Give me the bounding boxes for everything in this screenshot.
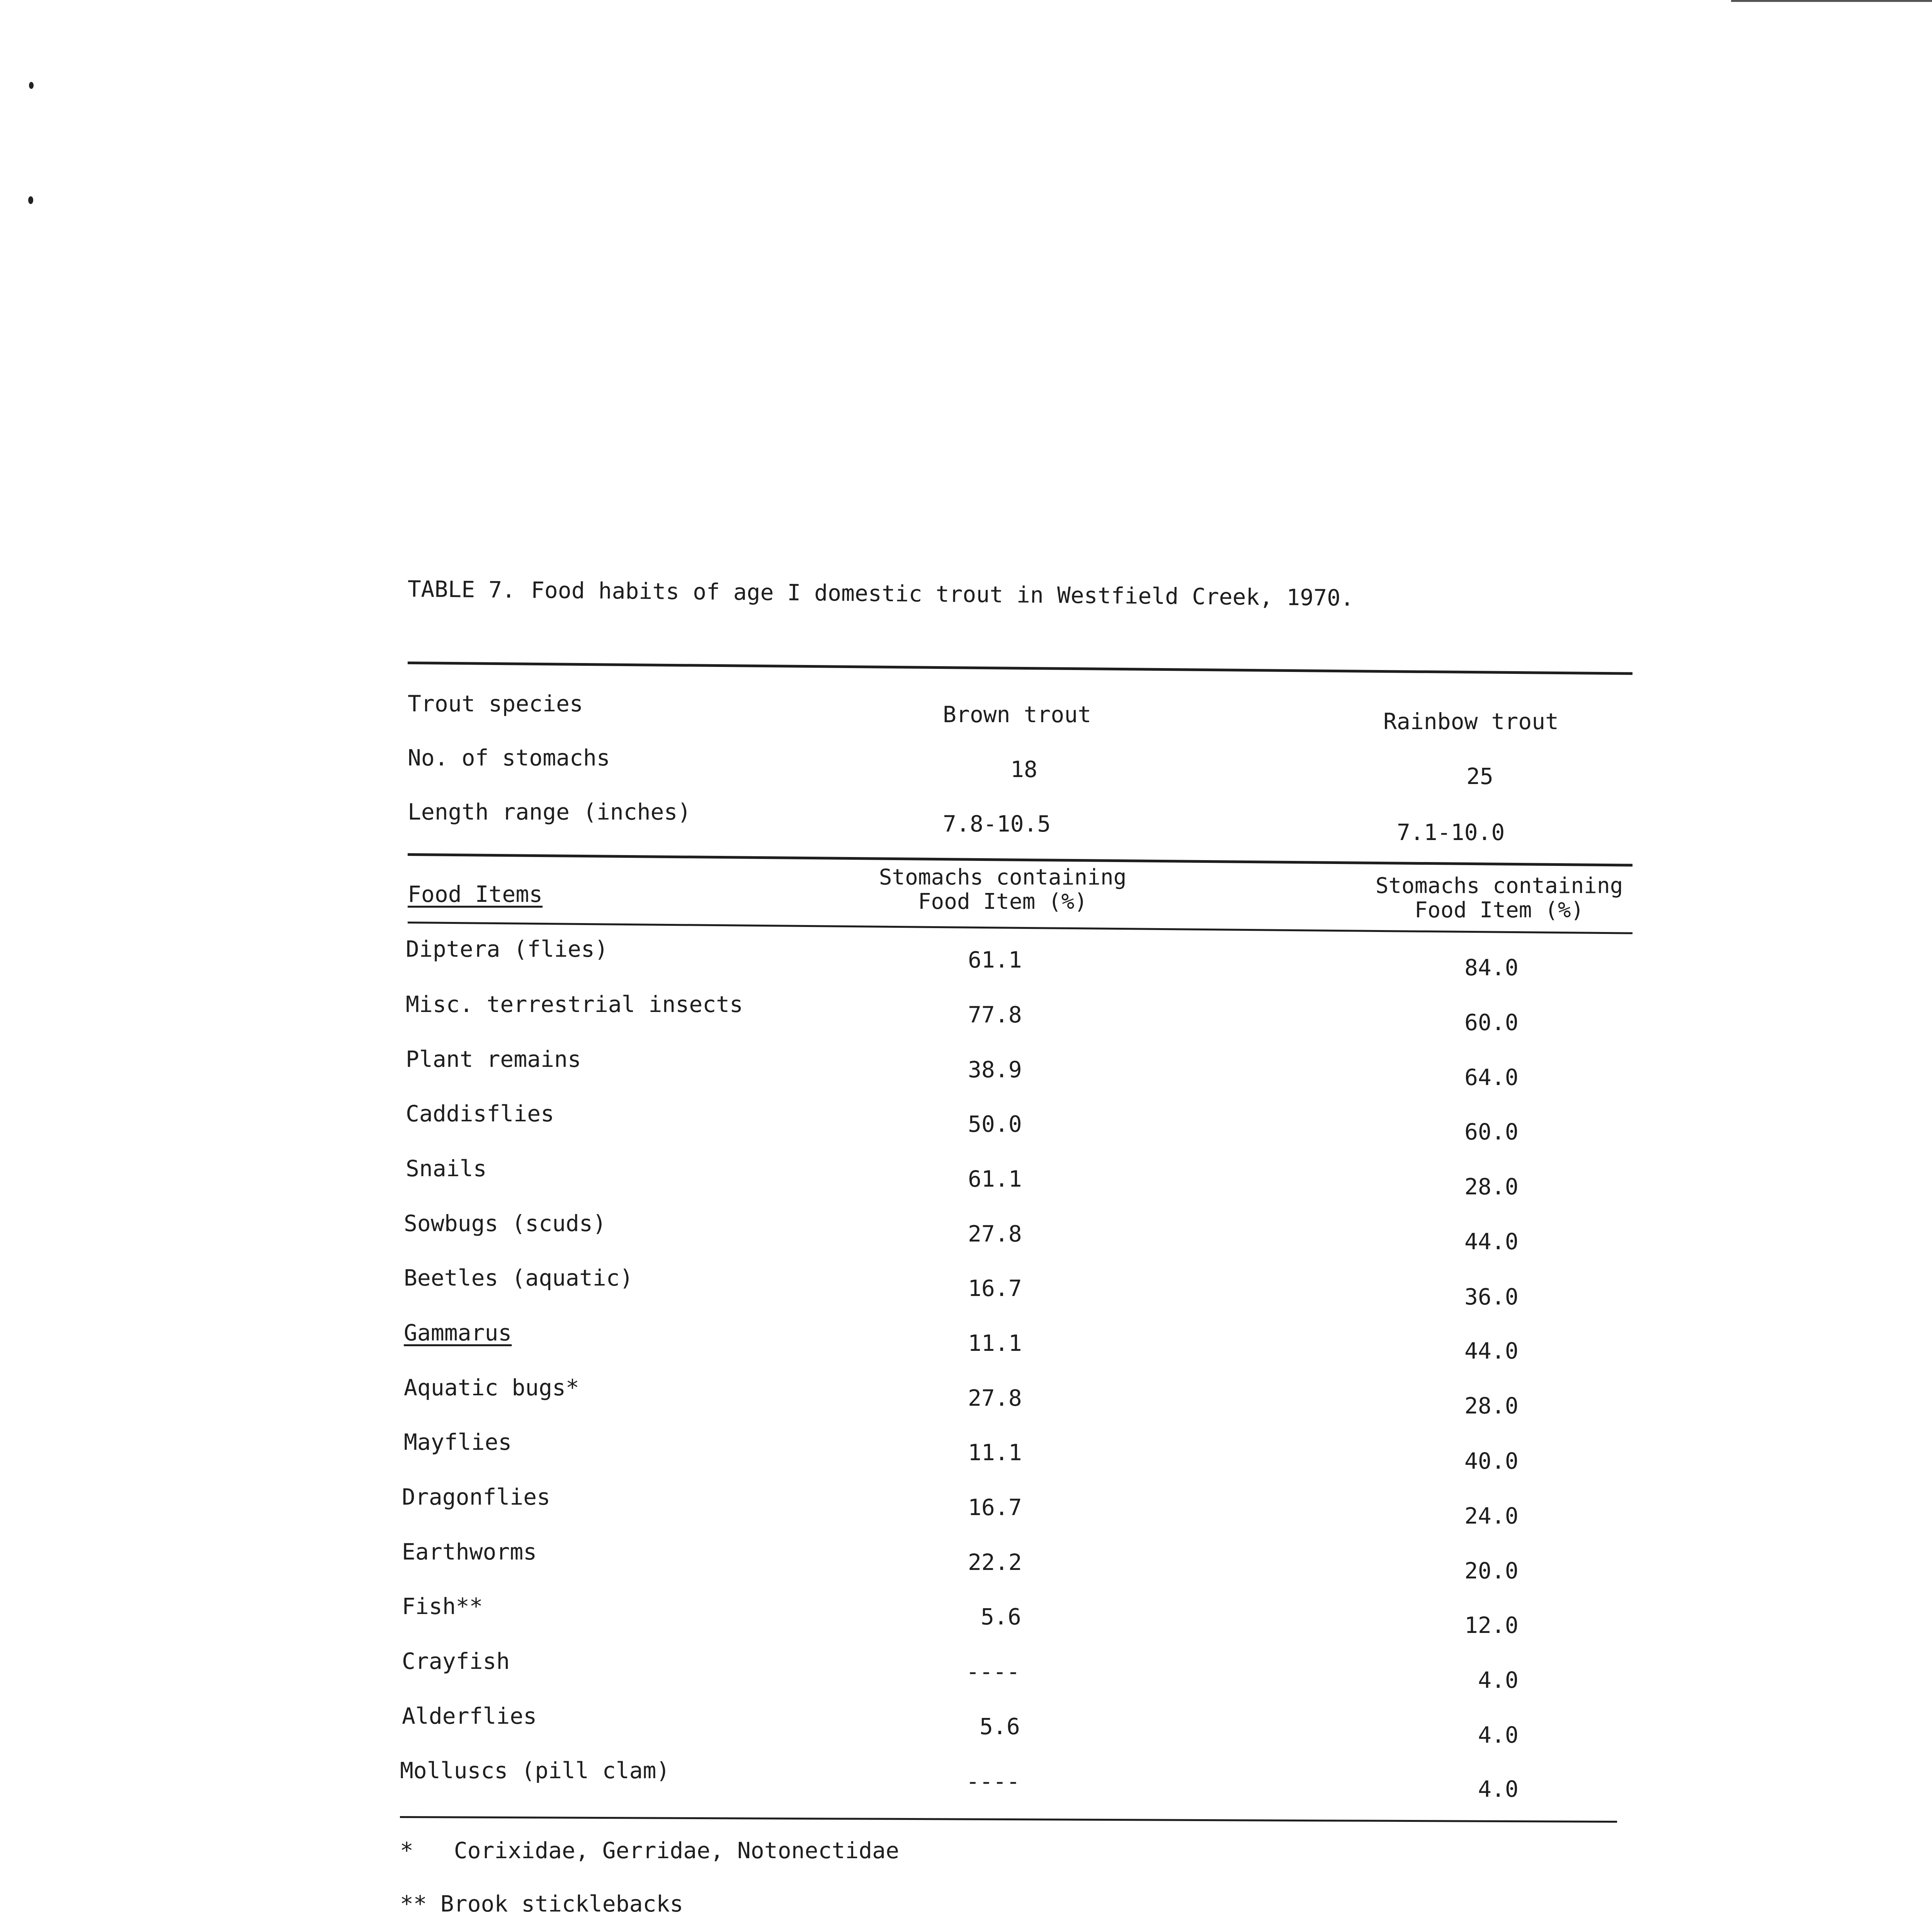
food-item-label: Alderflies — [402, 1703, 537, 1729]
summary-brown-length: 7.8-10.5 — [943, 811, 1051, 837]
brown-value: 50.0 — [968, 1111, 1022, 1137]
brown-value: ---- — [966, 1768, 1020, 1794]
footnote-1 — [400, 1837, 899, 1864]
summary-brown-species: Brown trout — [943, 701, 1092, 728]
brown-value: 27.8 — [968, 1385, 1022, 1411]
column-header-food-items: Food Items — [408, 881, 543, 907]
food-item-label: Plant remains — [406, 1046, 581, 1072]
food-item-label: Aquatic bugs* — [404, 1374, 579, 1401]
footnote-2-text: Brook sticklebacks — [440, 1891, 684, 1917]
header-bottom-rule — [408, 922, 1633, 934]
table-caption: Food habits of age I domestic trout in Westfield Creek, 1970. — [531, 577, 1354, 611]
food-item-label: Dragonflies — [402, 1484, 551, 1510]
rainbow-value: 44.0 — [1464, 1338, 1519, 1364]
brown-value: 22.2 — [968, 1549, 1022, 1575]
summary-label-species: Trout species — [408, 690, 583, 717]
column-header-brown — [871, 866, 1134, 914]
summary-label-length: Length range (inches) — [408, 799, 691, 825]
food-item-label: Fish** — [402, 1593, 483, 1619]
column-header-rainbow-line2: Food Item (%) — [1414, 897, 1584, 923]
footnote-1-mark: * — [400, 1837, 413, 1864]
food-item-label: Mayflies — [404, 1429, 512, 1455]
rainbow-value: 28.0 — [1464, 1173, 1519, 1200]
food-item-label: Beetles (aquatic) — [404, 1265, 633, 1291]
food-item-label: Molluscs (pill clam) — [400, 1757, 670, 1784]
rainbow-value: 36.0 — [1464, 1284, 1519, 1310]
rainbow-value: 84.0 — [1464, 954, 1519, 981]
brown-value: 5.6 — [980, 1713, 1020, 1740]
food-item-label: Sowbugs (scuds) — [404, 1210, 606, 1236]
column-header-rainbow — [1368, 874, 1631, 922]
rainbow-value: 12.0 — [1464, 1612, 1519, 1638]
column-header-rainbow-line1: Stomachs containing — [1375, 873, 1623, 898]
rainbow-value: 20.0 — [1464, 1558, 1519, 1584]
brown-value: 38.9 — [968, 1056, 1022, 1083]
scan-speck — [28, 196, 33, 204]
food-item-label: Earthworms — [402, 1539, 537, 1565]
rainbow-value: 4.0 — [1478, 1722, 1519, 1748]
brown-value: 61.1 — [968, 1166, 1022, 1192]
table-title — [407, 576, 1354, 611]
column-header-brown-line2: Food Item (%) — [918, 889, 1088, 914]
summary-rainbow-stomachs: 25 — [1466, 763, 1493, 789]
rainbow-value: 4.0 — [1478, 1667, 1519, 1693]
table-bottom-rule — [400, 1816, 1617, 1823]
footnote-2-mark: ** — [400, 1891, 427, 1917]
brown-value: 5.6 — [981, 1604, 1021, 1630]
rainbow-value: 44.0 — [1464, 1228, 1519, 1255]
summary-label-stomachs: No. of stomachs — [408, 745, 610, 771]
food-item-label: Gammarus — [404, 1320, 512, 1346]
footnote-2 — [400, 1891, 683, 1917]
rainbow-value: 40.0 — [1464, 1448, 1519, 1474]
food-item-label: Misc. terrestrial insects — [406, 991, 743, 1017]
food-item-label: Diptera (flies) — [406, 936, 608, 962]
brown-value: 61.1 — [968, 947, 1022, 973]
table-top-rule — [408, 662, 1633, 675]
brown-value: 11.1 — [968, 1439, 1022, 1466]
rainbow-value: 28.0 — [1464, 1393, 1519, 1419]
top-edge-rule — [1731, 0, 1932, 2]
column-header-brown-line1: Stomachs containing — [879, 865, 1127, 890]
rainbow-value: 60.0 — [1464, 1009, 1519, 1036]
table-number: TABLE 7. — [407, 576, 516, 603]
brown-value: ---- — [966, 1658, 1020, 1685]
rainbow-value: 64.0 — [1464, 1064, 1519, 1090]
brown-value: 27.8 — [968, 1221, 1022, 1247]
food-item-label: Caddisflies — [406, 1100, 554, 1127]
summary-rainbow-length: 7.1-10.0 — [1397, 819, 1505, 845]
summary-rainbow-species: Rainbow trout — [1383, 708, 1559, 735]
brown-value: 77.8 — [968, 1002, 1022, 1028]
brown-value: 16.7 — [968, 1275, 1022, 1301]
footnote-1-text: Corixidae, Gerridae, Notonectidae — [454, 1837, 900, 1864]
rainbow-value: 4.0 — [1478, 1776, 1519, 1802]
summary-brown-stomachs: 18 — [1010, 756, 1037, 782]
brown-value: 16.7 — [968, 1494, 1022, 1520]
rainbow-value: 60.0 — [1464, 1119, 1519, 1145]
rainbow-value: 24.0 — [1464, 1503, 1519, 1529]
scan-speck — [29, 82, 34, 89]
food-item-label: Crayfish — [402, 1648, 510, 1674]
food-item-label: Snails — [406, 1155, 487, 1182]
brown-value: 11.1 — [968, 1330, 1022, 1356]
